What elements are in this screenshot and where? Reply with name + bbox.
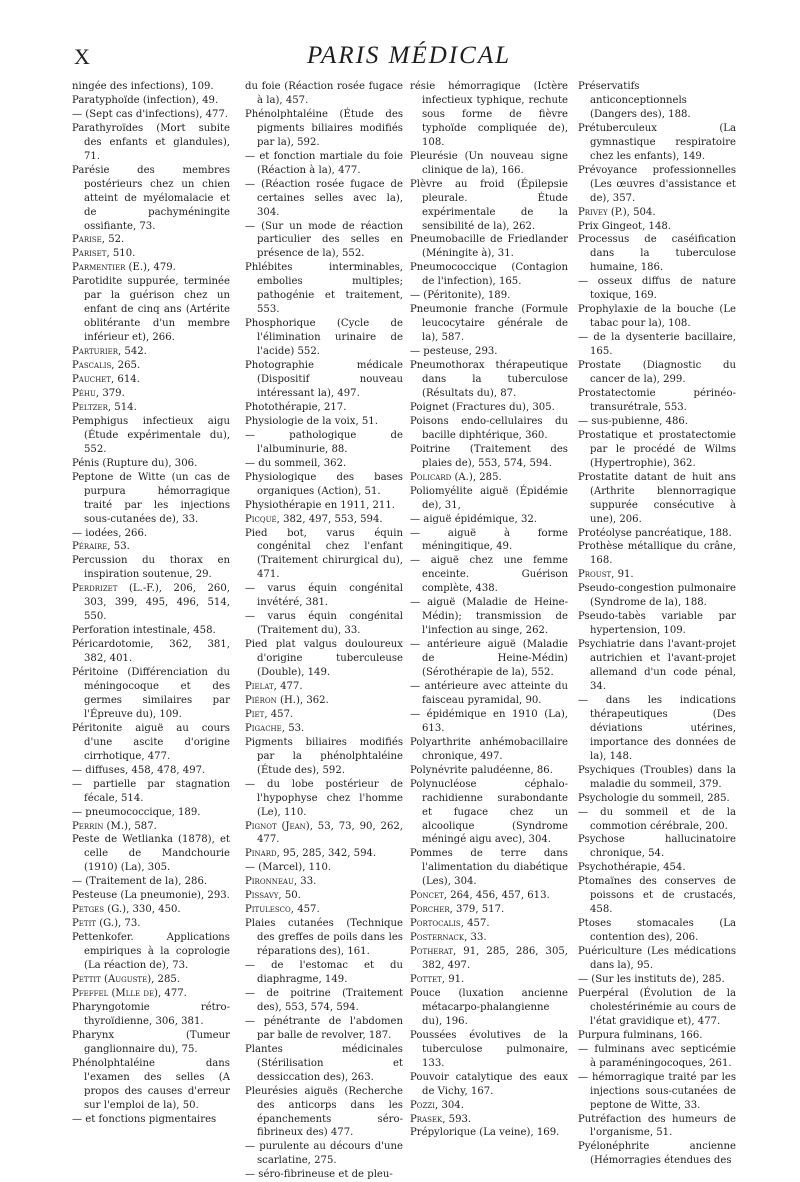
index-entry-author: Pitulesco, 457. [245, 904, 320, 916]
index-entry-author: Prasek, 593. [410, 1113, 472, 1125]
index-column-3 [410, 80, 568, 1140]
index-entry-author: Pinard, 95, 285, 342, 594. [245, 848, 377, 860]
index-entry: — osseux diffus de nature toxique, 169. [578, 276, 736, 302]
index-entry: Psychose hallucinatoire chronique, 54. [578, 834, 736, 860]
index-entry: Percussion du thorax en inspiration soutenue, 29. [72, 555, 230, 581]
index-entry: — pathologique de l'albuminurie, 88. [245, 429, 403, 455]
index-entry: — de l'estomac et du diaphragme, 149. [245, 960, 403, 985]
index-entry: Prostatectomie périnéo-transurétrale, 553. [578, 387, 736, 413]
index-entry: Prostatite datant de huit ans (Arthrite blennorragique suppurée consécutive à une), 206. [578, 471, 736, 525]
index-entry: Prétuberculeux (La gymnastique respiratoire chez les enfants), 149. [578, 122, 736, 162]
index-entry: — de la dysenterie bacillaire, 165. [578, 332, 736, 358]
index-entry: — iodées, 266. [72, 527, 148, 539]
index-entry: Physiologique des bases organiques (Action), 51. [245, 471, 403, 497]
index-entry: Pommes de terre dans l'alimentation du diabétique (Les), 304. [410, 848, 568, 888]
index-entry-author: Pigache, 53. [245, 722, 305, 734]
index-entry: — épidémique en 1910 (La), 613. [410, 708, 568, 734]
index-entry: Phlébites interminables, embolies multiples; pathogénie et traitement, 553. [245, 262, 403, 316]
index-entry: du foie (Réaction rosée fugace à la), 457. [245, 81, 403, 106]
index-entry: Prépylorique (La veine), 169. [410, 1127, 560, 1139]
index-entry-author: Piéron (H.), 362. [245, 694, 329, 706]
index-entry: Pneumonie franche (Formule leucocytaire générale de la), 587. [410, 304, 568, 344]
index-entry-author: Pironneau, 33. [245, 876, 317, 888]
index-entry: Pénis (Rupture du), 306. [72, 457, 198, 469]
index-entry: Pharyngotomie rétro-thyroïdienne, 306, 381. [72, 1001, 230, 1027]
index-entry: — (Sur les instituts de), 285. [578, 974, 725, 985]
index-entry-author: Parturier, 542. [72, 346, 147, 358]
index-entry: — du lobe postérieur de l'hypophyse chez l'homme (Le), 110. [245, 778, 403, 818]
index-entry: Perforation intestinale, 458. [72, 625, 216, 637]
index-entry: Protéolyse pancréatique, 188. [578, 527, 732, 539]
index-entry: Préservatifs anticonceptionnels (Dangers des), 188. [578, 81, 691, 120]
index-entry: — et fonction martiale du foie (Réaction à la), 477. [245, 150, 403, 176]
index-entry: — diffuses, 458, 478, 497. [72, 764, 206, 776]
index-entry: Parathyroïdes (Mort subite des enfants et glandules), 71. [72, 122, 230, 162]
index-entry-author: Petges (G.), 330, 450. [72, 904, 181, 916]
index-entry: Psychothérapie, 454. [578, 862, 686, 874]
index-entry-author: Pielat, 477. [245, 680, 303, 692]
index-entry: ningée des infections), 109. [72, 81, 214, 92]
index-entry: Pied bot, varus équin congénital chez l'enfant (Traitement chirurgical du), 471. [245, 527, 403, 581]
index-entry-author: Pissavy, 50. [245, 890, 301, 902]
index-entry: Pneumothorax thérapeutique dans la tuberculose (Résultats du), 87. [410, 360, 568, 399]
index-entry: Pseudo-congestion pulmonaire (Syndrome de la), 188. [578, 583, 736, 609]
index-entry-author: Petit (G.), 73. [72, 918, 141, 930]
index-entry-author: Porcher, 379, 517. [410, 904, 505, 916]
index-entry-author: Pottet, 91. [410, 974, 465, 985]
index-entry: Pharynx (Tumeur ganglionnaire du), 75. [72, 1029, 230, 1055]
index-entry: — aiguë épidémique, 32. [410, 513, 537, 525]
index-entry: Putréfaction des humeurs de l'organisme, 51. [578, 1113, 736, 1139]
index-entry: Prévoyance professionnelles (Les œuvres d'assistance et de), 357. [578, 164, 736, 204]
index-entry: Photothérapie, 217. [245, 401, 347, 413]
index-entry-author: Piet, 457. [245, 708, 294, 720]
index-entry: Paratyphoïde (infection), 49. [72, 94, 219, 106]
index-entry: Pseudo-tabès variable par hypertension, 109. [578, 611, 736, 637]
index-entry: — du sommeil et de la commotion cérébrale, 200. [578, 806, 736, 832]
index-entry: — séro-fibrineuse et de pleu- [245, 1169, 393, 1181]
index-entry: Pouvoir catalytique des eaux de Vichy, 167. [410, 1071, 568, 1097]
index-entry: Pleurésie (Un nouveau signe clinique de la), 166. [410, 150, 568, 176]
index-entry-author: Portocalis, 457. [410, 918, 490, 930]
index-entry: Prostatique et prostatectomie par le procédé de Wilms (Hypertrophie), 362. [578, 429, 736, 469]
index-entry: Poussées évolutives de la tuberculose pulmonaire, 133. [410, 1029, 568, 1069]
index-entry-author: Picqué, 382, 497, 553, 594. [245, 513, 383, 525]
index-entry: Polynucléose céphalo-rachidienne surabondante et fugace chez un alcoolique (Syndrome méningé aigu avec), 304. [410, 778, 568, 846]
index-entry-author: Posternack, 33. [410, 932, 487, 944]
running-title: PARIS MÉDICAL [307, 42, 511, 69]
index-entry: — aiguë (Maladie de Heine-Médin); transmission de l'infection au singe, 262. [410, 597, 568, 637]
index-entry: — et fonctions pigmentaires [72, 1113, 217, 1125]
index-entry-author: Perrin (M.), 587. [72, 820, 157, 832]
index-entry: — pénétrante de l'abdomen par balle de revolver, 187. [245, 1015, 403, 1041]
index-entry: Peptone de Witte (un cas de purpura hémorragique traité par les injections sous-cutanées de), 33. [72, 471, 230, 525]
page-folio: X [74, 44, 91, 69]
index-entry: — aiguë chez une femme enceinte. Guérison complète, 438. [410, 555, 568, 595]
index-entry: Poitrine (Traitement des plaies de), 553, 574, 594. [410, 443, 568, 469]
index-entry: Poliomyélite aiguë (Épidémie de), 31, [410, 485, 568, 511]
index-entry: Plantes médicinales (Stérilisation et dessiccation des), 263. [245, 1043, 403, 1083]
index-entry: Peste de Wetlianka (1878), et celle de Mandchourie (1910) (La), 305. [72, 834, 230, 874]
index-entry-author: Pettit (Auguste), 285. [72, 974, 181, 985]
index-entry: Pemphigus infectieux aigu (Étude expérimentale du), 552. [72, 415, 230, 455]
index-entry: — purulente au décours d'une scarlatine, 275. [245, 1141, 403, 1167]
index-entry: Puériculture (Les médications dans la), 95. [578, 946, 736, 972]
index-entry: Pigments biliaires modifiés par la phénolphtaléine (Étude des), 592. [245, 736, 403, 776]
index-column-4 [578, 80, 736, 1168]
index-entry-author: Potherat, 91, 285, 286, 305, 382, 497. [410, 946, 568, 972]
index-entry: Parotidite suppurée, terminée par la guérison chez un enfant de cinq ans (Artérite oblitérante d'un membre inférieur et), 266. [72, 276, 230, 344]
index-entry: Poignet (Fractures du), 305. [410, 401, 555, 413]
index-entry-author: Pauchet, 614. [72, 374, 140, 386]
index-entry: Plaies cutanées (Technique des greffes de poils dans les réparations des), 161. [245, 918, 403, 958]
page-header [74, 42, 744, 72]
index-entry-author: Parmentier (E.), 479. [72, 262, 176, 274]
index-entry: Purpura fulminans, 166. [578, 1029, 703, 1041]
index-entry: — (Traitement de la), 286. [72, 876, 208, 888]
index-entry-author: Parise, 52. [72, 234, 125, 246]
index-entry: résie hémorragique (Ictère infectieux typhique, rechute sous forme de fièvre typhoïde compliquée de), 108. [410, 81, 568, 148]
index-entry-author: Poncet, 264, 456, 457, 613. [410, 890, 550, 902]
index-entry: Psychiques (Troubles) dans la maladie du sommeil, 379. [578, 764, 736, 790]
index-entry: Pyélonéphrite ancienne (Hémorragies étendues des [578, 1141, 736, 1167]
index-entry: Prix Gingeot, 148. [578, 220, 671, 232]
index-entry: — antérieure avec atteinte du faisceau pyramidal, 90. [410, 680, 568, 706]
index-entry: Pied plat valgus douloureux d'origine tuberculeuse (Double), 149. [245, 639, 403, 679]
index-entry: Physiologie de la voix, 51. [245, 415, 378, 427]
index-column-2 [245, 80, 403, 1182]
index-entry: Phosphorique (Cycle de l'élimination urinaire de l'acide) 552. [245, 318, 403, 358]
index-entry: — partielle par stagnation fécale, 514. [72, 778, 230, 804]
index-entry: Psychologie du sommeil, 285. [578, 792, 730, 804]
index-entry: — hémorragique traité par les injections sous-cutanées de peptone de Witte, 33. [578, 1071, 736, 1111]
index-entry: — dans les indications thérapeutiques (Des déviations utérines, importance des données de la), 148. [578, 694, 736, 762]
index-entry: — (Réaction rosée fugace de certaines selles avec la), 304. [245, 178, 403, 218]
index-entry: Puerpéral (Évolution de la cholestérinémie au cours de l'état gravidique et), 477. [578, 987, 736, 1027]
index-entry: Polyarthrite anhémobacillaire chronique, 497. [410, 736, 568, 762]
index-entry: Ptoses stomacales (La contention des), 206. [578, 918, 736, 944]
index-entry: — (Marcel), 110. [245, 862, 332, 874]
index-entry: Pettenkofer. Applications empiriques à la coprologie (La réaction de), 73. [72, 932, 230, 972]
index-entry: — antérieure aiguë (Maladie de Heine-Médin) (Sérothérapie de la), 552. [410, 639, 568, 679]
index-entry: — fulminans avec septicémie à paraméningocoques, 261. [578, 1043, 736, 1069]
index-entry-author: Policard (A.), 285. [410, 471, 502, 483]
index-column-1 [72, 80, 230, 1126]
index-entry: — du sommeil, 362. [245, 457, 347, 469]
index-entry-author: Pariset, 510. [72, 248, 136, 260]
index-entry: — (Sept cas d'infections), 477. [72, 108, 229, 120]
index-entry-author: Pascalis, 265. [72, 360, 141, 372]
index-entry: — pneumococcique, 189. [72, 806, 201, 818]
index-entry: Péricardotomie, 362, 381, 382, 401. [72, 639, 230, 665]
index-entry: Prostate (Diagnostic du cancer de la), 299. [578, 360, 736, 386]
index-entry: Pesteuse (La pneumonie), 293. [72, 890, 230, 902]
index-entry: — pesteuse, 293. [410, 346, 498, 358]
index-entry-author: Peltzer, 514. [72, 401, 137, 413]
index-entry: — (Sur un mode de réaction particulier des selles en présence de la), 552. [245, 220, 403, 260]
index-entry: Prothèse métallique du crâne, 168. [578, 541, 736, 567]
index-entry-author: Péhu, 379. [72, 387, 125, 399]
index-entry: Polynévrite paludéenne, 86. [410, 764, 553, 776]
index-entry: Psychiatrie dans l'avant-projet autrichien et l'avant-projet allemand d'un code pénal, 34. [578, 639, 736, 692]
index-entry: Pneumococcique (Contagion de l'infection), 165. [410, 262, 568, 288]
index-entry: — varus équin congénital (Traitement du), 33. [245, 611, 403, 637]
index-entry-author: Proust, 91. [578, 569, 634, 581]
index-entry: Pouce (luxation ancienne métacarpo-phalangienne du), 196. [410, 987, 568, 1027]
index-entry: — de poitrine (Traitement des), 553, 574, 594. [245, 987, 403, 1013]
index-entry-author: Pignot (Jean), 53, 73, 90, 262, 477. [245, 820, 403, 846]
index-entry: Phénolphtaléine dans l'examen des selles (A propos des causes d'erreur sur l'emploi de la), 50. [72, 1057, 230, 1111]
index-entry: Pneumobacille de Friedlander (Méningite à), 31. [410, 234, 568, 260]
index-entry: Pleurésies aiguës (Recherche des anticorps dans les épanchements séro-fibrineux des) 477. [245, 1085, 403, 1139]
index-entry: Processus de caséification dans la tuberculose humaine, 186. [578, 234, 736, 274]
index-entry-author: Pozzi, 304. [410, 1099, 464, 1111]
index-entry: Photographie médicale (Dispositif nouveau intéressant la), 497. [245, 360, 403, 399]
index-entry: Parésie des membres postérieurs chez un chien atteint de myélomalacie et de pachyméningite ossifiante, 73. [72, 164, 230, 232]
index-entry: — sus-pubienne, 486. [578, 415, 689, 427]
index-entry-author: Pfeffel (Mlle de), 477. [72, 987, 187, 999]
index-entry: — aiguë à forme méningitique, 49. [410, 527, 568, 553]
index-entry: Ptomaïnes des conserves de poissons et de crustacés, 458. [578, 876, 736, 916]
index-entry: Prophylaxie de la bouche (Le tabac pour la), 108. [578, 304, 736, 330]
index-entry-author: Péraire, 53. [72, 541, 130, 553]
index-entry: — (Péritonite), 189. [410, 290, 511, 302]
index-entry-author: Privey (P.), 504. [578, 206, 656, 218]
index-entry: — varus équin congénital invétéré, 381. [245, 583, 403, 609]
index-entry: Péritoine (Différenciation du méningocoque et des germes similaires par l'Épreuve du), 109. [72, 667, 230, 720]
index-entry: Péritonite aiguë au cours d'une ascite d'origine cirrhotique, 477. [72, 722, 230, 762]
index-entry: Physiothérapie en 1911, 211. [245, 499, 395, 511]
index-entry: Phénolphtaléine (Étude des pigments biliaires modifiés par la), 592. [245, 108, 403, 148]
index-entry-author: Perdrizet (L.-F.), 206, 260, 303, 399, 495, 496, 514, 550. [72, 583, 230, 623]
index-entry: Plèvre au froid (Épilepsie pleurale. Étude expérimentale de la sensibilité de la), 262. [410, 178, 568, 232]
index-entry: Poisons endo-cellulaires du bacille diphtérique, 360. [410, 415, 568, 441]
